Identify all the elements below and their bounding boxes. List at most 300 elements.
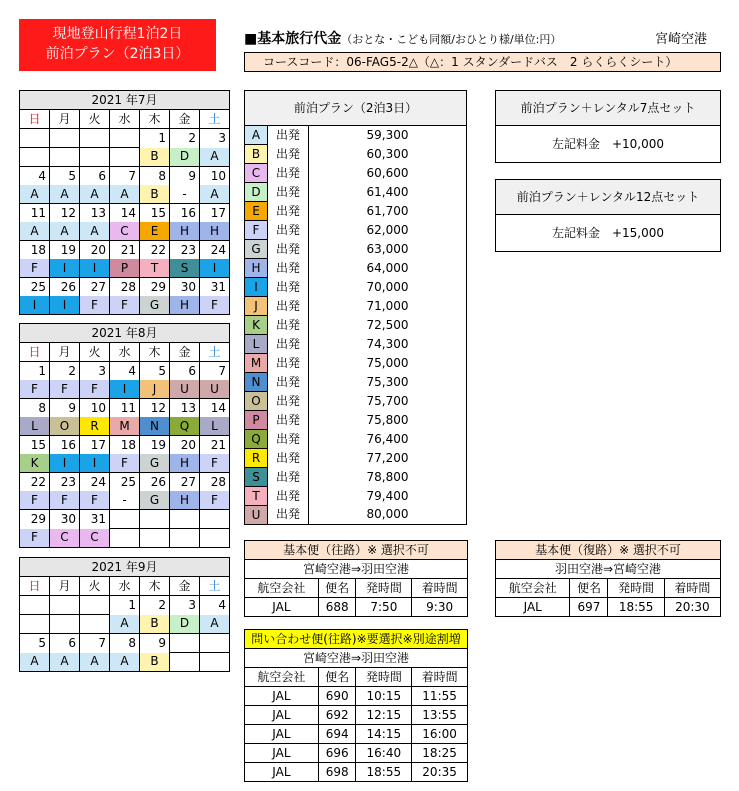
price-code-cell: C [80, 529, 110, 548]
price-code-cell: A [50, 222, 80, 241]
price-code-cell: F [80, 380, 110, 399]
inquiry-cell: 690 [318, 687, 356, 706]
code-row [20, 529, 230, 548]
date-cell: 18 [20, 241, 50, 260]
date-row [20, 473, 230, 492]
rental-7-set [495, 90, 721, 163]
price-code-cell: E [140, 222, 170, 241]
price-code: T [245, 487, 268, 506]
date-cell: 13 [170, 399, 200, 418]
price-code: E [245, 202, 268, 221]
inquiry-cell: JAL [245, 687, 319, 706]
date-cell: 16 [170, 204, 200, 223]
price-code-cell: A [80, 653, 110, 672]
date-cell: 10 [80, 399, 110, 418]
inquiry-cell: 12:15 [356, 706, 412, 725]
price-row [245, 335, 467, 354]
price-code-cell: A [20, 185, 50, 204]
date-row [20, 510, 230, 529]
date-cell: 22 [20, 473, 50, 492]
price-code: K [245, 316, 268, 335]
price-header: 前泊プラン（2泊3日） [245, 91, 467, 126]
inquiry-title: 問い合わせ便(往路)※要選択※別途割増 [245, 630, 468, 649]
date-cell: 5 [20, 634, 50, 653]
date-cell: 18 [110, 436, 140, 455]
weekday-6: 土 [200, 110, 230, 129]
price-row [245, 487, 467, 506]
price-row [245, 430, 467, 449]
price-row [245, 221, 467, 240]
return-title: 基本便（復路）※ 選択不可 [496, 541, 721, 560]
date-cell: 7 [110, 167, 140, 186]
price-value: 74,300 [309, 335, 467, 354]
inquiry-cell: JAL [245, 744, 319, 763]
price-code-cell [20, 615, 50, 634]
date-cell [80, 129, 110, 148]
inquiry-cell: 696 [318, 744, 356, 763]
course-code: コースコード：06-FAG5-2△（△：1 スタンダードバス 2 らくらくシート） [244, 52, 721, 72]
date-cell: 25 [20, 278, 50, 297]
date-cell: 2 [50, 362, 80, 381]
calendar-title-row [20, 558, 230, 577]
price-code: N [245, 373, 268, 392]
inquiry-row [245, 687, 468, 706]
return-cell: 20:30 [664, 598, 720, 617]
depart-label: 出発 [268, 449, 309, 468]
outbound-col-3: 着時間 [412, 579, 468, 598]
price-code-cell: K [20, 454, 50, 473]
depart-label: 出発 [268, 297, 309, 316]
price-code-cell: I [80, 259, 110, 278]
price-code: I [245, 278, 268, 297]
date-row [20, 399, 230, 418]
date-cell [110, 129, 140, 148]
outbound-columns [245, 579, 468, 598]
date-cell [20, 596, 50, 615]
date-row [20, 167, 230, 186]
depart-label: 出発 [268, 411, 309, 430]
plan-title [19, 19, 216, 71]
price-row [245, 354, 467, 373]
price-row [245, 278, 467, 297]
price-code-cell: H [170, 491, 200, 510]
price-code: L [245, 335, 268, 354]
inquiry-flight-table [244, 629, 468, 782]
price-row [245, 449, 467, 468]
calendar-july [19, 90, 230, 315]
inquiry-col-2: 発時間 [356, 668, 412, 687]
price-heading-main: ■基本旅行代金 [244, 31, 342, 47]
price-code: C [245, 164, 268, 183]
inquiry-cell: JAL [245, 706, 319, 725]
outbound-route: 宮崎空港⇒羽田空港 [245, 560, 468, 579]
date-cell: 9 [50, 399, 80, 418]
date-cell: 21 [110, 241, 140, 260]
date-cell: 6 [80, 167, 110, 186]
date-cell: 28 [110, 278, 140, 297]
price-code-cell: F [50, 491, 80, 510]
date-cell: 6 [170, 362, 200, 381]
inquiry-col-1: 便名 [318, 668, 356, 687]
weekday-row [20, 343, 230, 362]
inquiry-columns [245, 668, 468, 687]
price-row [245, 392, 467, 411]
price-table [244, 90, 467, 525]
inquiry-row [245, 725, 468, 744]
weekday-5: 金 [170, 343, 200, 362]
price-code-cell: I [20, 296, 50, 315]
price-code: R [245, 449, 268, 468]
price-code-cell: I [50, 259, 80, 278]
price-code: F [245, 221, 268, 240]
date-cell: 14 [200, 399, 230, 418]
date-cell: 9 [170, 167, 200, 186]
price-code-cell [20, 148, 50, 167]
price-code-cell [50, 615, 80, 634]
return-cell: 18:55 [608, 598, 664, 617]
price-row [245, 202, 467, 221]
inquiry-cell: JAL [245, 763, 319, 782]
date-cell: 1 [140, 129, 170, 148]
depart-label: 出発 [268, 164, 309, 183]
price-value: 60,300 [309, 145, 467, 164]
inquiry-cell: 18:25 [412, 744, 468, 763]
price-code-cell: B [140, 185, 170, 204]
inquiry-col-0: 航空会社 [245, 668, 319, 687]
return-col-1: 便名 [570, 579, 608, 598]
date-cell: 3 [80, 362, 110, 381]
date-cell: 16 [50, 436, 80, 455]
date-cell [80, 596, 110, 615]
date-cell: 15 [140, 204, 170, 223]
price-row [245, 259, 467, 278]
return-title-row [496, 541, 721, 560]
price-value: 60,600 [309, 164, 467, 183]
depart-label: 出発 [268, 354, 309, 373]
weekday-4: 木 [140, 343, 170, 362]
price-code-cell: O [50, 417, 80, 436]
weekday-6: 土 [200, 343, 230, 362]
price-row [245, 468, 467, 487]
inquiry-cell: JAL [245, 725, 319, 744]
price-value: 59,300 [309, 126, 467, 145]
date-cell: 23 [50, 473, 80, 492]
date-cell: 21 [200, 436, 230, 455]
return-col-0: 航空会社 [496, 579, 570, 598]
price-code-cell: G [140, 296, 170, 315]
depart-label: 出発 [268, 126, 309, 145]
date-cell: 26 [140, 473, 170, 492]
date-cell: 31 [80, 510, 110, 529]
price-code-cell: A [80, 222, 110, 241]
outbound-row [245, 598, 468, 617]
inquiry-cell: 14:15 [356, 725, 412, 744]
price-code-cell [110, 148, 140, 167]
code-row [20, 615, 230, 634]
depart-label: 出発 [268, 202, 309, 221]
outbound-title-row [245, 541, 468, 560]
date-cell: 1 [110, 596, 140, 615]
price-code-cell: A [50, 653, 80, 672]
date-cell: 27 [80, 278, 110, 297]
date-cell [50, 129, 80, 148]
inquiry-cell: 692 [318, 706, 356, 725]
inquiry-cell: 18:55 [356, 763, 412, 782]
date-cell: 19 [50, 241, 80, 260]
price-code-cell: B [140, 615, 170, 634]
price-code-cell: A [110, 615, 140, 634]
price-value: 77,200 [309, 449, 467, 468]
price-code-cell [80, 148, 110, 167]
price-code: G [245, 240, 268, 259]
price-code-cell: F [20, 259, 50, 278]
price-code-cell: B [140, 148, 170, 167]
price-code-cell: G [140, 491, 170, 510]
date-cell [170, 634, 200, 653]
price-code-cell: H [200, 222, 230, 241]
date-cell: 29 [20, 510, 50, 529]
inquiry-route: 宮崎空港⇒羽田空港 [245, 649, 468, 668]
price-code-cell [50, 148, 80, 167]
date-row [20, 129, 230, 148]
price-code-cell: A [110, 185, 140, 204]
date-cell: 9 [140, 634, 170, 653]
weekday-0: 日 [20, 343, 50, 362]
price-code-cell: D [170, 615, 200, 634]
date-cell: 20 [80, 241, 110, 260]
return-route-row [496, 560, 721, 579]
price-code-cell: S [170, 259, 200, 278]
price-code-cell: F [80, 491, 110, 510]
date-cell: 17 [80, 436, 110, 455]
weekday-5: 金 [170, 577, 200, 596]
depart-label: 出発 [268, 487, 309, 506]
calendar-title-row [20, 324, 230, 343]
date-cell: 11 [110, 399, 140, 418]
date-cell: 24 [200, 241, 230, 260]
outbound-cell: 7:50 [356, 598, 412, 617]
price-code: A [245, 126, 268, 145]
price-code: B [245, 145, 268, 164]
date-cell: 31 [200, 278, 230, 297]
weekday-2: 火 [80, 110, 110, 129]
outbound-col-1: 便名 [318, 579, 356, 598]
price-code-cell: G [140, 454, 170, 473]
return-flight-table [495, 540, 721, 617]
depart-label: 出発 [268, 221, 309, 240]
date-row [20, 596, 230, 615]
price-code-cell: A [20, 222, 50, 241]
inquiry-cell: 20:35 [412, 763, 468, 782]
date-cell: 2 [170, 129, 200, 148]
price-code-cell [110, 529, 140, 548]
date-cell: 30 [170, 278, 200, 297]
departure-airport: 宮崎空港 [655, 32, 708, 47]
price-code: U [245, 506, 268, 525]
date-cell: 24 [80, 473, 110, 492]
date-cell: 23 [170, 241, 200, 260]
date-cell: 30 [50, 510, 80, 529]
date-cell: 10 [200, 167, 230, 186]
price-code-cell [200, 529, 230, 548]
inquiry-col-3: 着時間 [412, 668, 468, 687]
price-code-cell [170, 529, 200, 548]
date-row [20, 362, 230, 381]
outbound-col-0: 航空会社 [245, 579, 319, 598]
rental-12-header: 前泊プラン＋レンタル12点セット [496, 180, 720, 215]
plan-title-line2: 前泊プラン（2泊3日） [45, 46, 190, 62]
weekday-6: 土 [200, 577, 230, 596]
inquiry-cell: 11:55 [412, 687, 468, 706]
weekday-0: 日 [20, 110, 50, 129]
date-cell [170, 510, 200, 529]
rental-7-price: 左記料金 +10,000 [551, 137, 665, 151]
price-code: J [245, 297, 268, 316]
depart-label: 出発 [268, 240, 309, 259]
price-code-cell: F [50, 380, 80, 399]
price-row [245, 373, 467, 392]
code-row [20, 653, 230, 672]
price-code-cell: - [110, 491, 140, 510]
date-cell: 8 [140, 167, 170, 186]
date-cell: 1 [20, 362, 50, 381]
date-cell [140, 510, 170, 529]
date-cell: 29 [140, 278, 170, 297]
depart-label: 出発 [268, 373, 309, 392]
date-row [20, 241, 230, 260]
price-value: 75,300 [309, 373, 467, 392]
date-cell [110, 510, 140, 529]
price-code-cell: A [20, 653, 50, 672]
depart-label: 出発 [268, 145, 309, 164]
price-heading [244, 28, 561, 48]
depart-label: 出発 [268, 183, 309, 202]
date-cell: 19 [140, 436, 170, 455]
inquiry-cell: 13:55 [412, 706, 468, 725]
inquiry-cell: 16:00 [412, 725, 468, 744]
code-row [20, 417, 230, 436]
price-code-cell: F [110, 454, 140, 473]
code-row [20, 380, 230, 399]
price-value: 61,700 [309, 202, 467, 221]
price-code-cell [200, 653, 230, 672]
return-col-2: 発時間 [608, 579, 664, 598]
price-code-cell: A [50, 185, 80, 204]
inquiry-route-row [245, 649, 468, 668]
depart-label: 出発 [268, 335, 309, 354]
price-row [245, 126, 467, 145]
price-heading-sub: （おとな・こども同額/おひとり様/単位:円） [341, 33, 562, 46]
inquiry-row [245, 706, 468, 725]
weekday-1: 月 [50, 343, 80, 362]
price-code-cell: T [140, 259, 170, 278]
date-row [20, 204, 230, 223]
price-row [245, 506, 467, 525]
date-cell: 8 [20, 399, 50, 418]
return-row [496, 598, 721, 617]
price-row [245, 297, 467, 316]
inquiry-title-row [245, 630, 468, 649]
price-code-cell: F [200, 454, 230, 473]
price-code-cell: U [170, 380, 200, 399]
rental-12-set [495, 179, 721, 252]
price-code-cell: D [170, 148, 200, 167]
price-code-cell: - [170, 185, 200, 204]
outbound-cell: JAL [245, 598, 319, 617]
price-code-cell: H [170, 222, 200, 241]
price-row [245, 164, 467, 183]
calendar-september [19, 557, 230, 672]
date-cell: 8 [110, 634, 140, 653]
depart-label: 出発 [268, 259, 309, 278]
price-code-cell: M [110, 417, 140, 436]
code-row [20, 259, 230, 278]
inquiry-row [245, 763, 468, 782]
price-value: 75,000 [309, 354, 467, 373]
date-cell: 11 [20, 204, 50, 223]
weekday-4: 木 [140, 110, 170, 129]
price-value: 75,800 [309, 411, 467, 430]
depart-label: 出発 [268, 430, 309, 449]
code-row [20, 454, 230, 473]
weekday-row [20, 110, 230, 129]
date-cell: 12 [140, 399, 170, 418]
date-cell: 28 [200, 473, 230, 492]
inquiry-cell: 16:40 [356, 744, 412, 763]
price-value: 76,400 [309, 430, 467, 449]
price-header-row [245, 91, 467, 126]
price-code: Q [245, 430, 268, 449]
price-code-cell: F [20, 491, 50, 510]
plan-title-line1: 現地登山行程1泊2日 [52, 26, 183, 42]
return-cell: JAL [496, 598, 570, 617]
inquiry-row [245, 744, 468, 763]
price-code-cell: H [170, 296, 200, 315]
price-code-cell: J [140, 380, 170, 399]
price-code-cell: C [110, 222, 140, 241]
code-row [20, 296, 230, 315]
date-cell: 4 [200, 596, 230, 615]
rental-12-price: 左記料金 +15,000 [551, 226, 665, 240]
price-value: 63,000 [309, 240, 467, 259]
depart-label: 出発 [268, 392, 309, 411]
date-cell: 17 [200, 204, 230, 223]
weekday-5: 金 [170, 110, 200, 129]
price-code-cell: L [20, 417, 50, 436]
return-columns [496, 579, 721, 598]
price-value: 80,000 [309, 506, 467, 525]
price-code-cell: F [20, 529, 50, 548]
depart-label: 出発 [268, 468, 309, 487]
date-cell: 15 [20, 436, 50, 455]
price-code-cell [80, 615, 110, 634]
return-col-3: 着時間 [664, 579, 720, 598]
outbound-title: 基本便（往路）※ 選択不可 [245, 541, 468, 560]
outbound-cell: 9:30 [412, 598, 468, 617]
date-cell: 27 [170, 473, 200, 492]
price-code: P [245, 411, 268, 430]
depart-label: 出発 [268, 316, 309, 335]
depart-label: 出発 [268, 278, 309, 297]
date-cell: 13 [80, 204, 110, 223]
price-code-cell: F [80, 296, 110, 315]
price-code-cell: A [200, 615, 230, 634]
code-row [20, 185, 230, 204]
price-code-cell: U [200, 380, 230, 399]
date-cell: 5 [50, 167, 80, 186]
date-cell: 7 [200, 362, 230, 381]
calendar-august [19, 323, 230, 548]
